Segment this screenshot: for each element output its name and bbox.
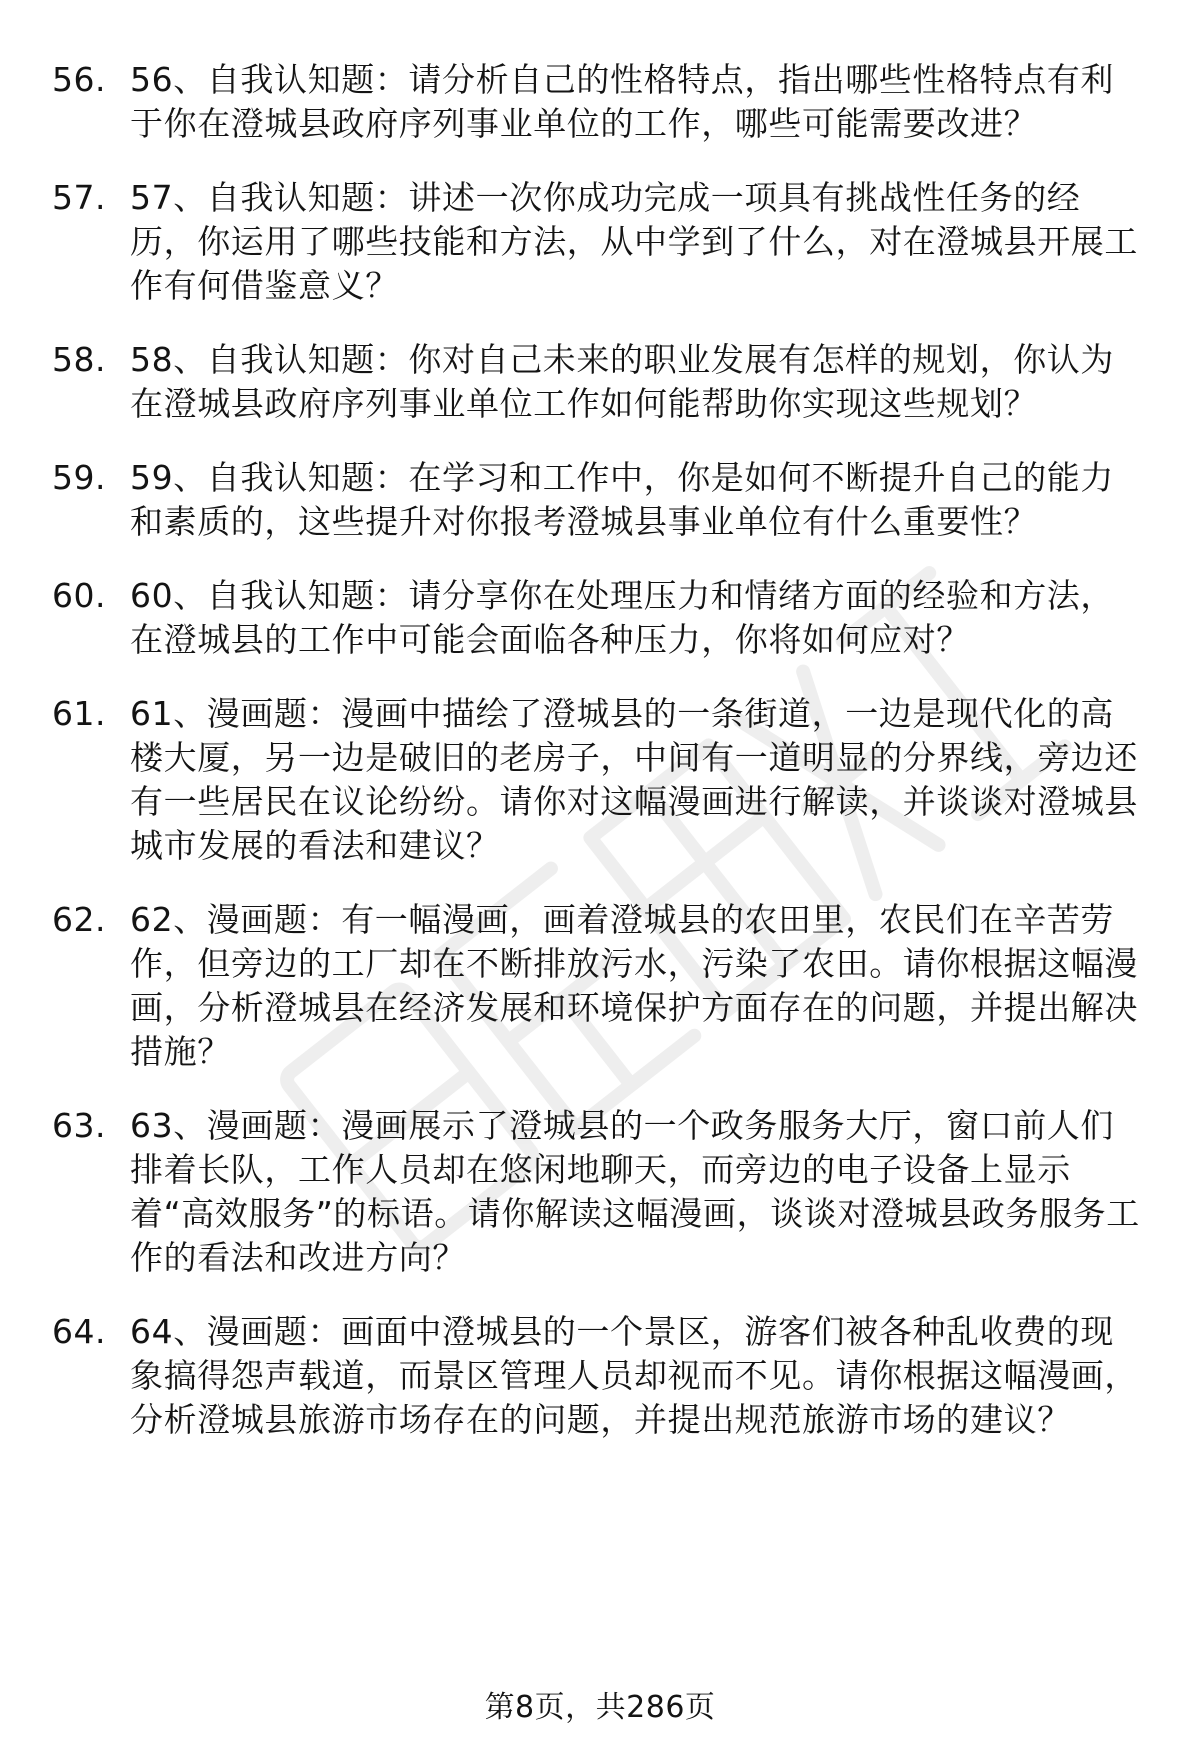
question-text: 63、漫画题：漫画展示了澄城县的一个政务服务大厅，窗口前人们排着长队，工作人员却在悠闲地聊天，而旁边的电子设备上显示着“高效服务”的标语。请你解读这幅漫画，谈谈对澄城县政务服务工作的看法和改进方向？	[130, 1106, 1140, 1277]
question-item	[52, 58, 1152, 146]
question-number: 61.	[52, 694, 106, 733]
question-number: 59.	[52, 458, 106, 497]
question-list	[52, 58, 1152, 1472]
question-item	[52, 338, 1152, 426]
question-text: 64、漫画题：画面中澄城县的一个景区，游客们被各种乱收费的现象搞得怨声载道，而景区管理人员却视而不见。请你根据这幅漫画，分析澄城县旅游市场存在的问题，并提出规范旅游市场的建议？	[130, 1312, 1138, 1439]
question-number: 62.	[52, 900, 106, 939]
question-number: 57.	[52, 178, 106, 217]
question-text: 62、漫画题：有一幅漫画，画着澄城县的农田里，农民们在辛苦劳作，但旁边的工厂却在不断排放污水，污染了农田。请你根据这幅漫画，分析澄城县在经济发展和环境保护方面存在的问题，并提出解决措施？	[130, 900, 1138, 1071]
question-item	[52, 1104, 1152, 1280]
question-number: 58.	[52, 340, 106, 379]
question-text: 61、漫画题：漫画中描绘了澄城县的一条街道，一边是现代化的高楼大厦，另一边是破旧的老房子，中间有一道明显的分界线，旁边还有一些居民在议论纷纷。请你对这幅漫画进行解读，并谈谈对澄城县城市发展的看法和建议？	[130, 694, 1138, 865]
question-item	[52, 456, 1152, 544]
question-item	[52, 1310, 1152, 1442]
question-text: 57、自我认知题：讲述一次你成功完成一项具有挑战性任务的经历，你运用了哪些技能和方法，从中学到了什么，对在澄城县开展工作有何借鉴意义？	[130, 178, 1138, 305]
question-item	[52, 574, 1152, 662]
question-item	[52, 692, 1152, 868]
page-footer: 第8页，共286页	[484, 1690, 716, 1725]
question-text: 60、自我认知题：请分享你在处理压力和情绪方面的经验和方法，在澄城县的工作中可能会面临各种压力，你将如何应对？	[130, 576, 1114, 659]
question-item	[52, 898, 1152, 1074]
question-number: 56.	[52, 60, 106, 99]
question-text: 59、自我认知题：在学习和工作中，你是如何不断提升自己的能力和素质的，这些提升对你报考澄城县事业单位有什么重要性？	[130, 458, 1114, 541]
question-text: 56、自我认知题：请分析自己的性格特点，指出哪些性格特点有利于你在澄城县政府序列事业单位的工作，哪些可能需要改进？	[130, 60, 1114, 143]
question-item	[52, 176, 1152, 308]
question-number: 63.	[52, 1106, 106, 1145]
question-text: 58、自我认知题：你对自己未来的职业发展有怎样的规划，你认为在澄城县政府序列事业单位工作如何能帮助你实现这些规划？	[130, 340, 1114, 423]
question-number: 60.	[52, 576, 106, 615]
question-number: 64.	[52, 1312, 106, 1351]
